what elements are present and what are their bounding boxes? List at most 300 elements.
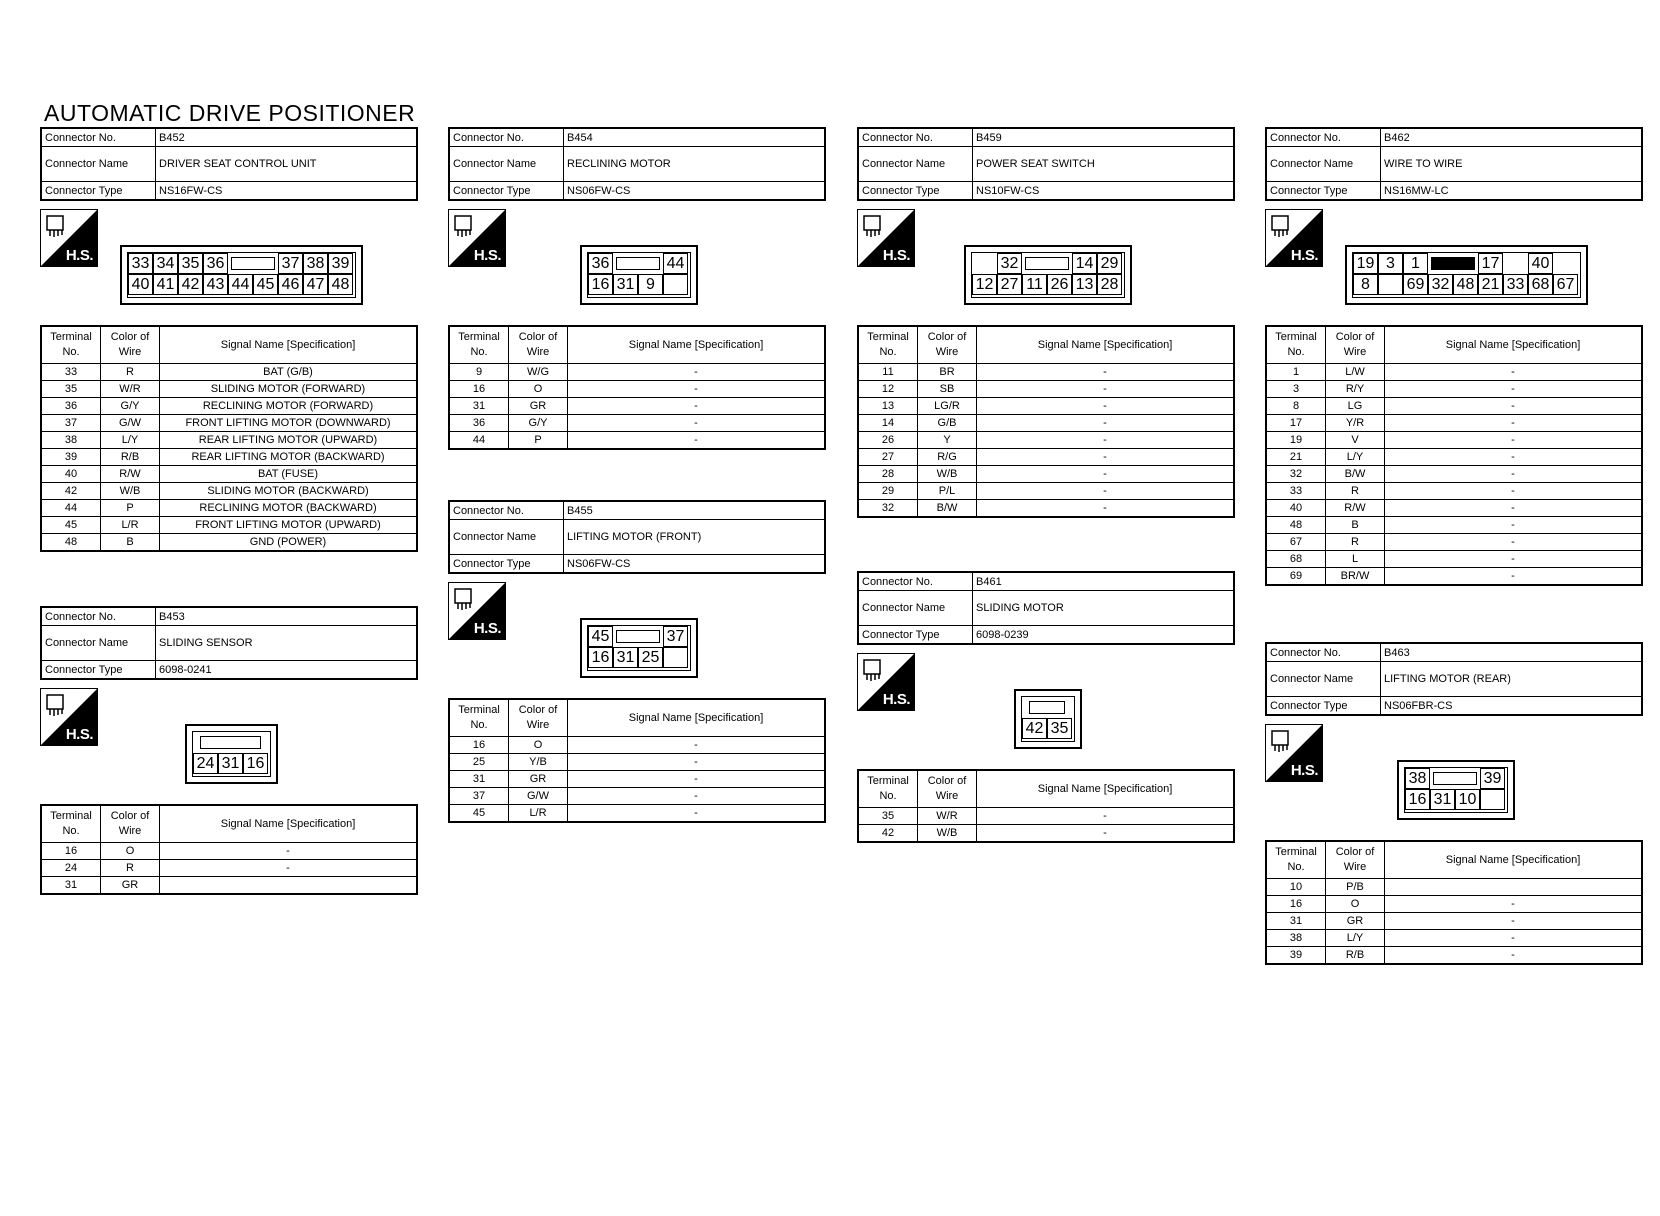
connector-pin: 11 — [1022, 274, 1047, 295]
table-row — [1266, 913, 1642, 930]
terminal-no: 36 — [449, 415, 509, 432]
terminal-no: 31 — [449, 771, 509, 788]
table-row — [41, 860, 417, 877]
connector-diagram — [448, 574, 826, 698]
connector-pin — [663, 274, 688, 295]
connector-pin: 31 — [613, 647, 638, 668]
table-row — [41, 517, 417, 534]
connector-key — [616, 257, 660, 270]
signal-name: GND (POWER) — [160, 534, 418, 552]
harness-side-icon — [448, 209, 506, 267]
connector-pin: 68 — [1528, 274, 1553, 295]
connector-face — [120, 245, 363, 305]
signal-name: - — [977, 449, 1235, 466]
connector-pin: 16 — [588, 274, 613, 295]
connector-pin: 35 — [1047, 718, 1072, 739]
terminal-no: 38 — [41, 432, 101, 449]
info-label: Connector No. — [449, 128, 564, 147]
connector-pin: 16 — [1405, 789, 1430, 810]
table-row — [858, 500, 1234, 518]
wire-color: B/W — [1326, 466, 1385, 483]
connector-pin: 14 — [1072, 253, 1097, 274]
connector-pin: 3 — [1378, 253, 1403, 274]
connector-pin: 35 — [178, 253, 203, 274]
info-value: NS06FW-CS — [564, 555, 826, 574]
signal-name: SLIDING MOTOR (FORWARD) — [160, 381, 418, 398]
terminal-no: 67 — [1266, 534, 1326, 551]
wire-color: O — [101, 843, 160, 860]
wire-color: G/W — [101, 415, 160, 432]
wire-color: BR — [918, 364, 977, 381]
signal-name: REAR LIFTING MOTOR (UPWARD) — [160, 432, 418, 449]
info-value: NS10FW-CS — [973, 182, 1235, 201]
signal-name: - — [1385, 415, 1643, 432]
connector-diagram — [857, 645, 1235, 769]
connector-pin — [1503, 253, 1528, 274]
signal-name: - — [1385, 483, 1643, 500]
header-terminal-no: Terminal No. — [1266, 841, 1326, 879]
table-row — [858, 808, 1234, 825]
hs-label: H.S. — [473, 620, 501, 637]
table-row — [41, 449, 417, 466]
signal-name: - — [1385, 551, 1643, 568]
signal-name: RECLINING MOTOR (BACKWARD) — [160, 500, 418, 517]
table-row — [449, 805, 825, 823]
signal-name: FRONT LIFTING MOTOR (UPWARD) — [160, 517, 418, 534]
signal-name: - — [977, 398, 1235, 415]
terminal-no: 3 — [1266, 381, 1326, 398]
table-row — [41, 415, 417, 432]
terminal-no: 37 — [41, 415, 101, 432]
info-value: LIFTING MOTOR (FRONT) — [564, 520, 826, 555]
terminal-no: 39 — [41, 449, 101, 466]
connector-face — [1397, 760, 1515, 820]
info-value: B454 — [564, 128, 826, 147]
table-row — [858, 415, 1234, 432]
info-value: B453 — [156, 607, 418, 626]
terminal-no: 40 — [41, 466, 101, 483]
table-row — [449, 771, 825, 788]
connector-info-table — [1265, 127, 1643, 201]
connector-block-b462 — [1265, 127, 1643, 586]
signal-name: SLIDING MOTOR (BACKWARD) — [160, 483, 418, 500]
info-value: B455 — [564, 501, 826, 520]
signal-name: BAT (G/B) — [160, 364, 418, 381]
signal-name: - — [1385, 500, 1643, 517]
terminal-no: 16 — [1266, 896, 1326, 913]
wire-color: W/G — [509, 364, 568, 381]
terminal-no: 32 — [858, 500, 918, 518]
terminal-no: 16 — [449, 737, 509, 754]
table-row — [449, 754, 825, 771]
signal-name: - — [568, 754, 826, 771]
terminal-no: 39 — [1266, 947, 1326, 965]
header-color-of-wire: Color of Wire — [101, 326, 160, 364]
info-value: SLIDING SENSOR — [156, 626, 418, 661]
table-row — [858, 381, 1234, 398]
signal-name: - — [1385, 381, 1643, 398]
wire-color: R/B — [101, 449, 160, 466]
connector-pin: 40 — [128, 274, 153, 295]
terminal-no: 13 — [858, 398, 918, 415]
signal-name: - — [568, 398, 826, 415]
info-label: Connector Type — [449, 555, 564, 574]
info-value: RECLINING MOTOR — [564, 147, 826, 182]
terminal-no: 35 — [41, 381, 101, 398]
connector-pin: 12 — [972, 274, 997, 295]
terminal-table — [448, 698, 826, 823]
wire-color: L/R — [101, 517, 160, 534]
connector-pin: 39 — [328, 253, 353, 274]
connector-pin: 47 — [303, 274, 328, 295]
table-row — [1266, 947, 1642, 965]
header-terminal-no: Terminal No. — [858, 770, 918, 808]
table-row — [449, 364, 825, 381]
terminal-no: 28 — [858, 466, 918, 483]
signal-name: - — [160, 843, 418, 860]
connector-pin — [1553, 253, 1578, 274]
signal-name: - — [1385, 466, 1643, 483]
wire-color: R — [1326, 483, 1385, 500]
connector-block-b452 — [40, 127, 418, 552]
info-label: Connector Type — [41, 661, 156, 680]
connector-pin: 16 — [588, 647, 613, 668]
signal-name: - — [1385, 517, 1643, 534]
connector-info-table — [40, 127, 418, 201]
connector-pin: 38 — [303, 253, 328, 274]
wire-color: LG/R — [918, 398, 977, 415]
wire-color: G/B — [918, 415, 977, 432]
terminal-no: 45 — [41, 517, 101, 534]
terminal-no: 27 — [858, 449, 918, 466]
header-signal-name: Signal Name [Specification] — [977, 326, 1235, 364]
signal-name: - — [977, 483, 1235, 500]
info-label: Connector Name — [1266, 147, 1381, 182]
connector-face — [580, 245, 698, 305]
terminal-no: 29 — [858, 483, 918, 500]
terminal-no: 33 — [41, 364, 101, 381]
info-label: Connector Name — [449, 147, 564, 182]
terminal-no: 1 — [1266, 364, 1326, 381]
table-row — [858, 398, 1234, 415]
terminal-no: 48 — [1266, 517, 1326, 534]
header-terminal-no: Terminal No. — [41, 326, 101, 364]
terminal-no: 40 — [1266, 500, 1326, 517]
terminal-table — [448, 325, 826, 450]
table-row — [1266, 930, 1642, 947]
signal-name: - — [568, 432, 826, 450]
wire-color: L/R — [509, 805, 568, 823]
table-row — [858, 825, 1234, 843]
connector-key — [231, 257, 275, 270]
wire-color: P — [509, 432, 568, 450]
connector-pin: 42 — [1022, 718, 1047, 739]
header-signal-name: Signal Name [Specification] — [160, 805, 418, 843]
connector-face — [580, 618, 698, 678]
table-row — [1266, 896, 1642, 913]
connector-pin: 32 — [997, 253, 1022, 274]
terminal-no: 31 — [41, 877, 101, 895]
connector-diagram — [40, 680, 418, 804]
hs-label: H.S. — [882, 691, 910, 708]
hs-label: H.S. — [1290, 762, 1318, 779]
info-value: B452 — [156, 128, 418, 147]
terminal-no: 38 — [1266, 930, 1326, 947]
connector-pin: 31 — [613, 274, 638, 295]
table-row — [1266, 568, 1642, 586]
signal-name: - — [1385, 449, 1643, 466]
connector-pin: 25 — [638, 647, 663, 668]
table-row — [41, 877, 417, 895]
info-value: B463 — [1381, 643, 1643, 662]
connector-pin: 21 — [1478, 274, 1503, 295]
connector-pin: 44 — [228, 274, 253, 295]
terminal-no: 25 — [449, 754, 509, 771]
header-color-of-wire: Color of Wire — [101, 805, 160, 843]
terminal-no: 35 — [858, 808, 918, 825]
connector-pin: 26 — [1047, 274, 1072, 295]
connector-info-table — [448, 127, 826, 201]
connector-pin: 17 — [1478, 253, 1503, 274]
connector-pin: 45 — [253, 274, 278, 295]
info-value: B462 — [1381, 128, 1643, 147]
info-label: Connector No. — [858, 572, 973, 591]
table-row — [858, 466, 1234, 483]
terminal-no: 12 — [858, 381, 918, 398]
signal-name: - — [568, 381, 826, 398]
connector-pin: 40 — [1528, 253, 1553, 274]
info-label: Connector Type — [858, 626, 973, 645]
terminal-table — [40, 804, 418, 895]
info-value: POWER SEAT SWITCH — [973, 147, 1235, 182]
info-value: DRIVER SEAT CONTROL UNIT — [156, 147, 418, 182]
connector-face — [1014, 689, 1082, 749]
signal-name: - — [977, 432, 1235, 449]
terminal-no: 8 — [1266, 398, 1326, 415]
wire-color: W/R — [101, 381, 160, 398]
wire-color: O — [509, 737, 568, 754]
table-row — [1266, 381, 1642, 398]
terminal-table — [857, 325, 1235, 518]
header-color-of-wire: Color of Wire — [918, 326, 977, 364]
connector-pin: 29 — [1097, 253, 1122, 274]
wire-color: P/B — [1326, 879, 1385, 896]
terminal-no: 16 — [449, 381, 509, 398]
info-value: LIFTING MOTOR (REAR) — [1381, 662, 1643, 697]
hs-label: H.S. — [1290, 247, 1318, 264]
connector-pin: 46 — [278, 274, 303, 295]
connector-key — [1433, 772, 1477, 785]
table-row — [41, 534, 417, 552]
header-color-of-wire: Color of Wire — [1326, 841, 1385, 879]
wire-color: O — [1326, 896, 1385, 913]
connector-pin: 13 — [1072, 274, 1097, 295]
signal-name: - — [1385, 534, 1643, 551]
info-label: Connector No. — [41, 607, 156, 626]
wire-color: R/B — [1326, 947, 1385, 965]
wire-color: R/G — [918, 449, 977, 466]
connector-diagram — [1265, 201, 1643, 325]
terminal-no: 11 — [858, 364, 918, 381]
table-row — [41, 364, 417, 381]
connector-block-b455 — [448, 500, 826, 823]
connector-face — [1345, 245, 1588, 305]
info-value: B459 — [973, 128, 1235, 147]
connector-pin: 37 — [663, 626, 688, 647]
connector-pin: 67 — [1553, 274, 1578, 295]
wire-color: W/B — [918, 825, 977, 843]
header-color-of-wire: Color of Wire — [509, 699, 568, 737]
signal-name: REAR LIFTING MOTOR (BACKWARD) — [160, 449, 418, 466]
header-signal-name: Signal Name [Specification] — [1385, 326, 1643, 364]
wire-color: L — [1326, 551, 1385, 568]
header-signal-name: Signal Name [Specification] — [977, 770, 1235, 808]
info-label: Connector Type — [1266, 182, 1381, 201]
terminal-no: 24 — [41, 860, 101, 877]
header-terminal-no: Terminal No. — [858, 326, 918, 364]
connector-pin: 33 — [1503, 274, 1528, 295]
connector-pin: 8 — [1353, 274, 1378, 295]
terminal-no: 32 — [1266, 466, 1326, 483]
table-row — [1266, 534, 1642, 551]
wire-color: R/W — [1326, 500, 1385, 517]
table-row — [449, 432, 825, 450]
connector-key — [1025, 257, 1069, 270]
header-color-of-wire: Color of Wire — [509, 326, 568, 364]
table-row — [1266, 415, 1642, 432]
connector-diagram — [448, 201, 826, 325]
connector-block-b461 — [857, 571, 1235, 843]
wire-color: L/Y — [1326, 930, 1385, 947]
terminal-no: 26 — [858, 432, 918, 449]
connector-pin — [1480, 789, 1505, 810]
terminal-no: 69 — [1266, 568, 1326, 586]
wire-color: G/W — [509, 788, 568, 805]
connector-pin: 38 — [1405, 768, 1430, 789]
connector-pin: 31 — [218, 753, 243, 774]
info-label: Connector Name — [41, 626, 156, 661]
table-row — [41, 843, 417, 860]
info-label: Connector Name — [449, 520, 564, 555]
signal-name: - — [977, 500, 1235, 518]
harness-side-icon — [857, 209, 915, 267]
wire-color: L/Y — [1326, 449, 1385, 466]
wire-color: GR — [1326, 913, 1385, 930]
signal-name: - — [568, 737, 826, 754]
connector-face — [964, 245, 1132, 305]
connector-pin: 69 — [1403, 274, 1428, 295]
signal-name: - — [1385, 913, 1643, 930]
connector-block-b454 — [448, 127, 826, 450]
connector-info-table — [857, 127, 1235, 201]
harness-side-icon — [40, 688, 98, 746]
connector-pin: 33 — [128, 253, 153, 274]
terminal-no: 48 — [41, 534, 101, 552]
terminal-table — [40, 325, 418, 552]
signal-name: - — [1385, 896, 1643, 913]
table-row — [449, 398, 825, 415]
connector-pin: 28 — [1097, 274, 1122, 295]
signal-name: - — [1385, 398, 1643, 415]
info-value: WIRE TO WIRE — [1381, 147, 1643, 182]
hs-label: H.S. — [473, 247, 501, 264]
table-row — [1266, 432, 1642, 449]
connector-pin: 34 — [153, 253, 178, 274]
terminal-no: 10 — [1266, 879, 1326, 896]
header-signal-name: Signal Name [Specification] — [160, 326, 418, 364]
terminal-no: 37 — [449, 788, 509, 805]
wire-color: W/B — [101, 483, 160, 500]
info-value: NS06FW-CS — [564, 182, 826, 201]
signal-name: - — [1385, 568, 1643, 586]
wire-color: G/Y — [101, 398, 160, 415]
info-label: Connector No. — [41, 128, 156, 147]
connector-info-table — [1265, 642, 1643, 716]
connector-info-table — [857, 571, 1235, 645]
wire-color: B — [1326, 517, 1385, 534]
wire-color: L/W — [1326, 364, 1385, 381]
connector-block-b453 — [40, 606, 418, 895]
connector-block-b459 — [857, 127, 1235, 518]
connector-pin: 42 — [178, 274, 203, 295]
info-value: NS16MW-LC — [1381, 182, 1643, 201]
info-label: Connector Name — [858, 147, 973, 182]
wire-color: R — [101, 860, 160, 877]
signal-name: - — [1385, 930, 1643, 947]
connector-pin: 44 — [663, 253, 688, 274]
wire-color: R — [1326, 534, 1385, 551]
signal-name: - — [568, 415, 826, 432]
terminal-no: 17 — [1266, 415, 1326, 432]
info-value: B461 — [973, 572, 1235, 591]
wire-color: SB — [918, 381, 977, 398]
wire-color: P/L — [918, 483, 977, 500]
wire-color: R/Y — [1326, 381, 1385, 398]
info-label: Connector No. — [858, 128, 973, 147]
wire-color: R — [101, 364, 160, 381]
info-label: Connector Name — [858, 591, 973, 626]
header-terminal-no: Terminal No. — [41, 805, 101, 843]
harness-side-icon — [1265, 724, 1323, 782]
connector-pin: 16 — [243, 753, 268, 774]
signal-name: - — [977, 825, 1235, 843]
connector-pin: 43 — [203, 274, 228, 295]
connector-face — [185, 724, 278, 784]
info-value: 6098-0239 — [973, 626, 1235, 645]
connector-key — [1029, 701, 1065, 714]
signal-name: - — [977, 466, 1235, 483]
table-row — [449, 415, 825, 432]
wire-color: W/B — [918, 466, 977, 483]
signal-name: - — [568, 771, 826, 788]
signal-name: BAT (FUSE) — [160, 466, 418, 483]
hs-label: H.S. — [882, 247, 910, 264]
header-terminal-no: Terminal No. — [449, 699, 509, 737]
signal-name: - — [568, 788, 826, 805]
table-row — [41, 500, 417, 517]
connector-pin: 32 — [1428, 274, 1453, 295]
harness-side-icon — [857, 653, 915, 711]
signal-name: - — [568, 364, 826, 381]
connector-pin: 39 — [1480, 768, 1505, 789]
signal-name: - — [1385, 364, 1643, 381]
wire-color: P — [101, 500, 160, 517]
table-row — [1266, 449, 1642, 466]
wire-color: V — [1326, 432, 1385, 449]
info-label: Connector Type — [449, 182, 564, 201]
table-row — [858, 364, 1234, 381]
hs-label: H.S. — [65, 247, 93, 264]
